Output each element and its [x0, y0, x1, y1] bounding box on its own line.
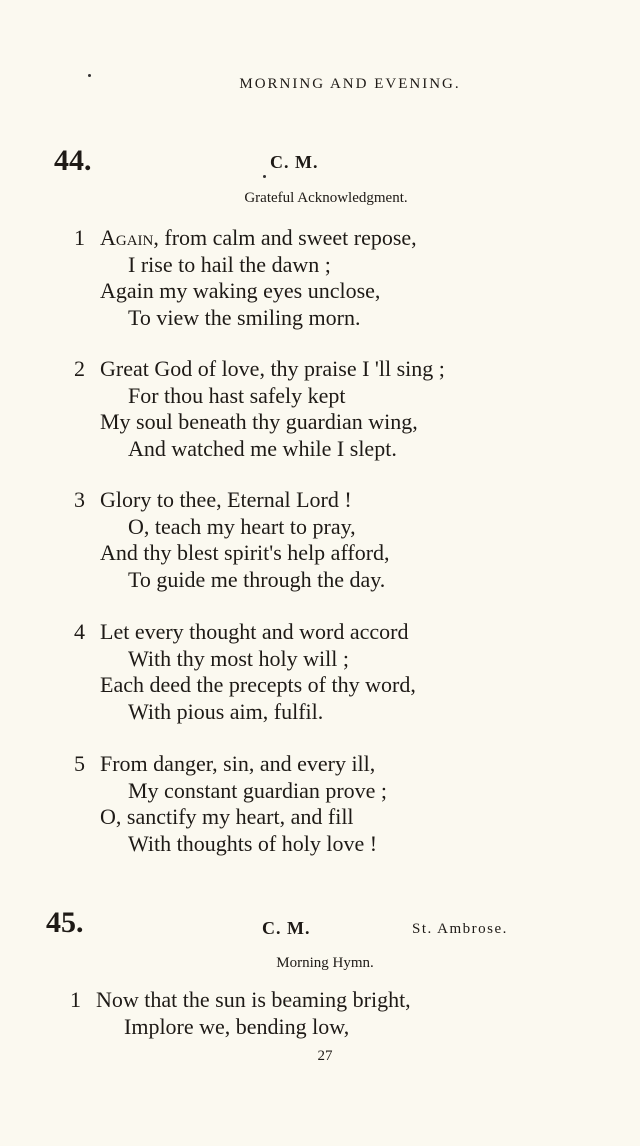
hymn-number-44: 44. [54, 144, 92, 177]
hymn-44-subtitle: Grateful Acknowledgment. [244, 190, 408, 206]
verse-line: With thy most holy will ; [128, 645, 349, 671]
verse-first-line [70, 987, 570, 1014]
hymn-44-verse-5 [74, 751, 574, 857]
verse-line: O, sanctify my heart, and fill [100, 804, 354, 829]
hymn-44-verse-2 [74, 356, 574, 462]
verse-first-line [74, 619, 574, 646]
verse-line: My soul beneath thy guardian wing, [100, 409, 418, 434]
verse-number: 5 [74, 751, 85, 776]
hymn-45-tune: St. Ambrose. [412, 921, 508, 937]
verse-first-line-text: Glory to thee, Eternal Lord ! [100, 487, 352, 512]
verse-line: And thy blest spirit's help afford, [100, 540, 390, 565]
verse-line: With thoughts of holy love ! [128, 830, 378, 856]
verse-number: 1 [70, 987, 81, 1012]
verse-line: To guide me through the day. [128, 566, 386, 592]
verse-line: My constant guardian prove ; [128, 777, 388, 803]
running-head: MORNING AND EVENING. [239, 76, 461, 92]
verse-first-line [74, 487, 574, 514]
verse-first-line [74, 751, 574, 778]
verse-line: With pious aim, fulfil. [128, 698, 324, 724]
hymn-45-meter: C. M. [262, 918, 311, 938]
verse-number: 4 [74, 619, 85, 644]
verse-line: O, teach my heart to pray, [128, 513, 356, 539]
verse-number: 2 [74, 356, 85, 381]
hymn-45-verse-1 [70, 987, 570, 1040]
verse-first-line-text: Now that the sun is beaming bright, [96, 987, 411, 1012]
hymn-number-45: 45. [46, 906, 84, 939]
verse-line: Each deed the precepts of thy word, [100, 672, 416, 697]
verse-number: 3 [74, 487, 85, 512]
verse-line: Implore we, bending low, [124, 1013, 350, 1039]
verse-line: For thou hast safely kept [128, 382, 346, 408]
hymn-44-meter: C. M. [270, 152, 319, 172]
ink-speck [88, 74, 91, 77]
hymn-44-verse-1 [74, 225, 574, 331]
verse-first-line [74, 356, 574, 383]
verse-number: 1 [74, 225, 85, 250]
hymn-45-subtitle: Morning Hymn. [276, 955, 374, 971]
verse-first-line-text: Great God of love, thy praise I 'll sing ; [100, 356, 445, 381]
verse-line: Again my waking eyes unclose, [100, 278, 381, 303]
verse-line: I rise to hail the dawn ; [128, 251, 331, 277]
ink-dot [263, 175, 266, 178]
verse-first-line-text: Let every thought and word accord [100, 619, 409, 644]
verse-line: To view the smiling morn. [128, 304, 361, 330]
verse-first-line [74, 225, 574, 252]
verse-first-line-rest: , from calm and sweet repose, [153, 225, 417, 250]
verse-first-line-text: From danger, sin, and every ill, [100, 751, 376, 776]
verse-first-word: Again [100, 225, 154, 250]
page-number: 27 [317, 1048, 333, 1064]
hymn-44-verse-4 [74, 619, 574, 725]
verse-line: And watched me while I slept. [128, 435, 397, 461]
hymn-44-verse-3 [74, 487, 574, 593]
